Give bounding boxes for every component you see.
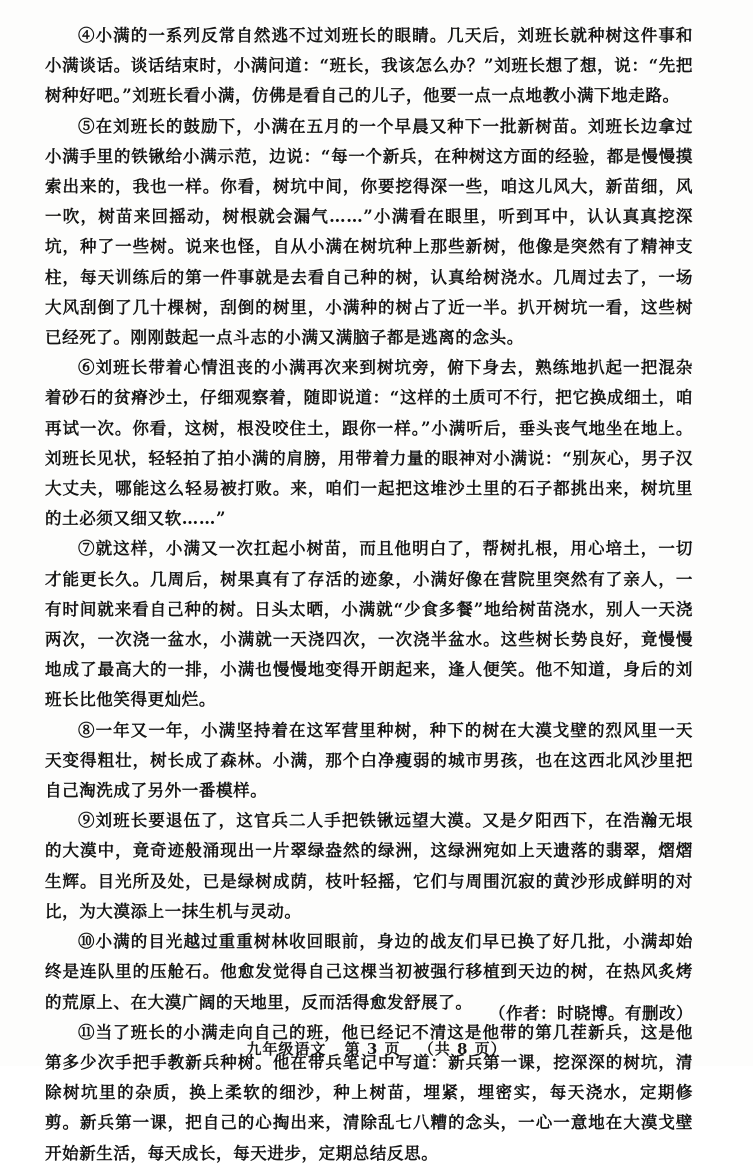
footer-total-pages: （共 8 页） [418,1040,507,1058]
paragraph-5: ⑤在刘班长的鼓励下，小满在五月的一个早晨又种下一批新树苗。刘班长边拿过小满手里的铁锹给小满示范，边说：“每一个新兵，在种树这方面的经验，都是慢慢摸索出来的，我也一样。你看，树坑中间，你要挖得深一些，咱这儿风大，新苗细，风一吹，树苗来回摇动，树根就会漏气……”小满看在眼里，听到耳中，认认真真挖深坑，种了一些树。说来也怪，自从小满在树坑种上那些新树，他像是突然有了精神支柱，每天训练后的第一件事就是去看自己种的树，认真给树浇水。几周过去了，一场大风刮倒了几十棵树，刮倒的树里，小满种的树占了近一半。扒开树坑一看，这些树已经死了。刚刚鼓起一点斗志的小满又满脑子都是逃离的念头。 [45,116,693,348]
paragraph-4: ④小满的一系列反常自然逃不过刘班长的眼睛。几天后，刘班长就种树这件事和小满谈话。谈话结束时，小满问道：“班长，我该怎么办？”刘班长想了想，说：“先把树种好吧。”刘班长看小满，仿佛是看自己的儿子，他要一点一点地教小满下地走路。 [45,26,693,106]
paragraph-7: ⑦就这样，小满又一次扛起小树苗，而且他明白了，帮树扎根，用心培土，一切才能更长久。几周后，树果真有了存活的迹象，小满好像在营院里突然有了亲人，一有时间就来看自己种的树。日头太晒，小满就“少食多餐”地给树苗浇水，别人一天浇两次，一次浇一盆水，小满就一天浇四次，一次浇半盆水。这些树长势良好，竟慢慢地成了最高大的一排，小满也慢慢地变得开朗起来，逢人便笑。他不知道，身后的刘班长比他笑得更灿烂。 [45,539,693,710]
paragraph-6: ⑥刘班长带着心情沮丧的小满再次来到树坑旁，俯下身去，熟练地扒起一把混杂着砂石的贫瘠沙土，仔细观察着，随即说道：“这样的土质可不行，把它换成细土，咱再试一次。你看，这树，根没咬住土，跟你一样。”小满听后，垂头丧气地坐在地上。刘班长见状，轻轻拍了拍小满的肩膀，用带着力量的眼神对小满说：“别灰心，男子汉大丈夫，哪能这么轻易被打败。来，咱们一起把这堆沙土里的石子都挑出来，树坑里的土必须又细又软……” [45,358,693,529]
paragraph-10: ⑩小满的目光越过重重树林收回眼前，身边的战友们早已换了好几批，小满却始终是连队里的压舱石。他愈发觉得自己这棵当初被强行移植到天边的树，在热风炙烤的荒原上、在大漠广阔的天地里，反而活得愈发舒展了。 [45,932,693,1012]
footer-page-number: 第 3 页 [344,1040,401,1058]
page-footer [0,1038,753,1059]
paragraph-9: ⑨刘班长要退伍了，这官兵二人手把铁锹远望大漠。又是夕阳西下，在浩瀚无垠的大漠中，竟奇迹般涌现出一片翠绿盎然的绿洲，这绿洲宛如上天遗落的翡翠，熠熠生辉。目光所及处，已是绿树成荫，枝叶轻摇，它们与周围沉寂的黄沙形成鲜明的对比，为大漠添上一抹生机与灵动。 [45,811,693,921]
author-byline: （作者：时晓博。有删改） [489,1004,693,1023]
article-body [45,21,693,1169]
footer-subject: 九年级语文 [246,1040,327,1058]
paragraph-11: ⑪当了班长的小满走向自己的班，他已经记不清这是他带的第几茬新兵，这是他第多少次手把手教新兵种树。他在带兵笔记中写道：新兵第一课，挖深深的树坑，清除树坑里的杂质，换上柔软的细沙，种上树苗，埋紧，埋密实，每天浇水，定期修剪。新兵第一课，把自己的心掏出来，清除乱七八糟的念头，一心一意地在大漠戈壁开始新生活，每天成长，每天进步，定期总结反思。 [45,1022,693,1163]
paragraph-8: ⑧一年又一年，小满坚持着在这军营里种树，种下的树在大漠戈壁的烈风里一天天变得粗壮，树长成了森林。小满，那个白净瘦弱的城市男孩，也在这西北风沙里把自己淘洗成了另外一番模样。 [45,720,693,801]
